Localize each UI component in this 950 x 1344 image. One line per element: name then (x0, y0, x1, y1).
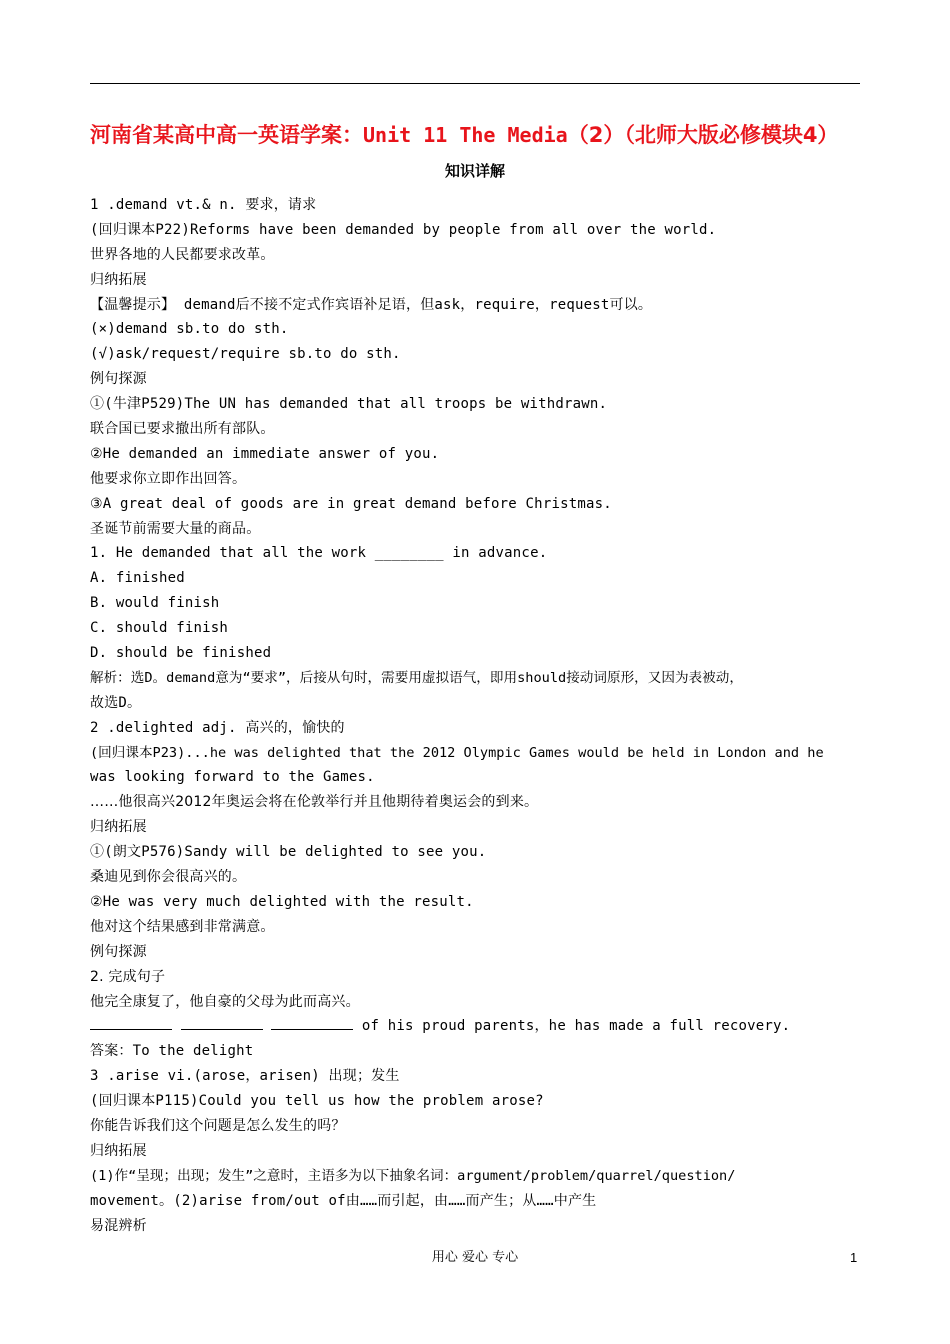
usage-wrong: (×)demand sb.to do sth. (90, 321, 289, 338)
option-c: C. should finish (90, 620, 229, 637)
fill-in-line (90, 1014, 862, 1039)
option-b: B. would finish (90, 595, 220, 612)
explanation-cont: 故选D。 (90, 694, 142, 711)
translation: 他对这个结果感到非常满意。 (90, 918, 275, 935)
fill-in-tail: of his proud parents，he has made a full recovery. (353, 1018, 791, 1035)
document-body (90, 193, 862, 1238)
title-prefix: 河南省某高中高一英语学案： (90, 123, 363, 147)
usage-right: (√)ask/request/require sb.to do sth. (90, 346, 401, 363)
section-label: 易混辨析 (90, 1217, 147, 1234)
translation: 联合国已要求撤出所有部队。 (90, 421, 275, 438)
example-sentence: ①(牛津P529)The UN has demanded that all troops be withdrawn. (90, 396, 608, 413)
title-suffix: （2）（北师大版必修模块4） (567, 123, 839, 147)
example-sentence: ②He demanded an immediate answer of you. (90, 445, 440, 462)
answer-blank-3[interactable] (271, 1015, 353, 1030)
translation: 你能告诉我们这个问题是怎么发生的吗？ (90, 1117, 346, 1134)
option-a: A. finished (90, 570, 185, 587)
section-label: 例句探源 (90, 943, 147, 960)
usage-note: (1)作“呈现；出现；发生”之意时，主语多为以下抽象名词：argument/problem/quarrel/question/ (90, 1167, 736, 1184)
example-sentence: ③A great deal of goods are in great demand before Christmas. (90, 495, 612, 512)
answer-blank-2[interactable] (181, 1015, 263, 1030)
answer-line: 答案：To the delight (90, 1043, 254, 1060)
answer-blank-1[interactable] (90, 1015, 172, 1030)
document-title (90, 120, 870, 150)
option-d: D. should be finished (90, 645, 272, 662)
usage-note-cont: movement。(2)arise from/out of由……而引起，由……而产生；从……中产生 (90, 1192, 597, 1209)
translation: 他要求你立即作出回答。 (90, 470, 247, 487)
example-sentence: (回归课本P115)Could you tell us how the problem arose? (90, 1093, 544, 1110)
translation: 圣诞节前需要大量的商品。 (90, 520, 261, 537)
title-unit: Unit 11 The Media (363, 123, 568, 147)
example-sentence: ②He was very much delighted with the result. (90, 893, 474, 910)
translation: 世界各地的人民都要求改革。 (90, 246, 275, 263)
section-label: 归纳拓展 (90, 1142, 147, 1159)
entry-heading-delighted: 2 .delighted adj. 高兴的，愉快的 (90, 719, 345, 736)
entry-heading-arise: 3 .arise vi.(arose，arisen) 出现；发生 (90, 1068, 400, 1085)
explanation: 解析：选D。demand意为“要求”，后接从句时，需要用虚拟语气，即用should接动词原形，又因为表被动， (90, 669, 743, 686)
section-label: 归纳拓展 (90, 819, 147, 836)
exercise-heading: 2. 完成句子 (90, 968, 166, 985)
example-sentence-cont: was looking forward to the Games. (90, 769, 375, 786)
example-sentence: (回归课本P22)Reforms have been demanded by people from all over the world. (90, 221, 717, 238)
example-sentence: (回归课本P23)...he was delighted that the 2012 Olympic Games would be held in London and he (90, 744, 824, 761)
section-label: 归纳拓展 (90, 271, 147, 288)
section-label: 例句探源 (90, 371, 147, 388)
exercise-prompt: 他完全康复了，他自豪的父母为此而高兴。 (90, 993, 360, 1010)
entry-heading-demand: 1 .demand vt.& n. 要求，请求 (90, 197, 317, 213)
header-rule (90, 83, 860, 84)
example-sentence: ①(朗文P576)Sandy will be delighted to see you. (90, 844, 487, 861)
tip-line: 【温馨提示】 demand后不接不定式作宾语补足语，但ask，require，request可以。 (90, 296, 653, 313)
exercise-question: 1. He demanded that all the work ________ in advance. (90, 545, 548, 562)
footer-motto: 用心 爱心 专心 (431, 1250, 519, 1265)
page-number: 1 (850, 1250, 858, 1265)
section-heading: 知识详解 (444, 162, 505, 180)
translation: 桑迪见到你会很高兴的。 (90, 869, 247, 886)
translation: ……他很高兴2012年奥运会将在伦敦举行并且他期待着奥运会的到来。 (90, 794, 539, 811)
